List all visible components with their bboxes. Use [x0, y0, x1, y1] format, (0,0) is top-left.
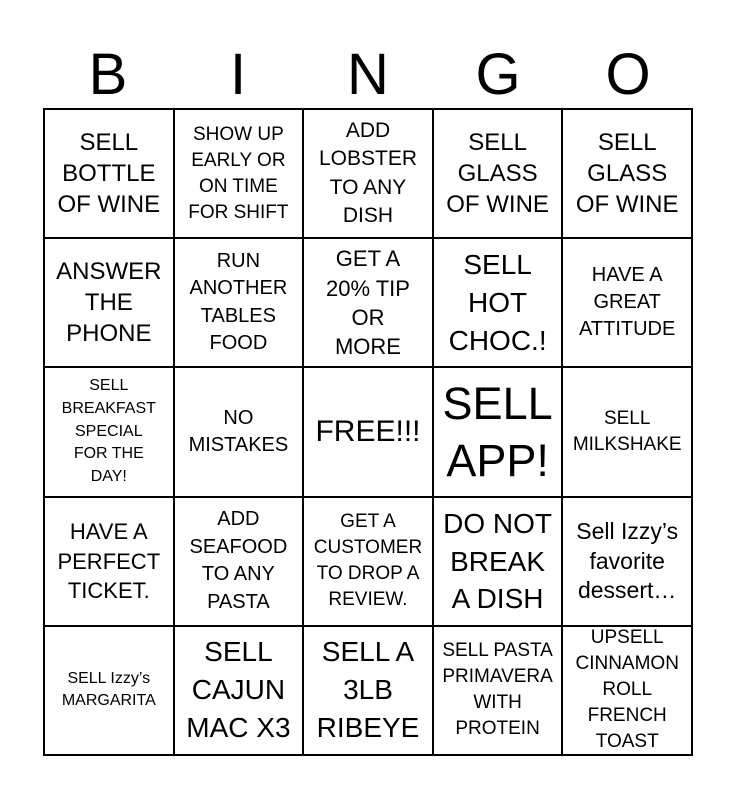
bingo-cell-r3-c2[interactable] [174, 367, 304, 496]
cell-text: Sell Izzy’s favorite dessert… [576, 518, 679, 603]
cell-text: SELL MILKSHAKE [572, 407, 682, 455]
header-letter-o: O [605, 42, 651, 107]
cell-text: SELL BOTTLE OF WINE [57, 128, 161, 219]
cell-text: SELL A 3LB RIBEYE [316, 636, 420, 744]
cell-text: SELL CAJUN MAC X3 [186, 636, 291, 744]
cell-text: RUN ANOTHER TABLES FOOD [189, 250, 288, 355]
bingo-header [43, 40, 693, 110]
bingo-cell-r5-c1[interactable] [44, 626, 174, 755]
header-letter-n: N [347, 42, 389, 107]
cell-text: FREE!!! [315, 415, 421, 449]
cell-text: GET A CUSTOMER TO DROP A REVIEW. [313, 511, 423, 611]
bingo-cell-r3-c4[interactable] [433, 367, 563, 496]
bingo-cell-r2-c5[interactable] [562, 238, 692, 367]
bingo-cell-r3-c5[interactable] [562, 367, 692, 496]
cell-text: ANSWER THE PHONE [56, 258, 162, 348]
bingo-cell-r5-c5[interactable] [562, 626, 692, 755]
cell-text: SELL PASTA PRIMAVERA WITH PROTEIN [442, 640, 553, 740]
header-letter-i: I [229, 42, 247, 107]
bingo-cell-r2-c2[interactable] [174, 238, 304, 367]
header-letter-b: B [88, 42, 128, 107]
bingo-cell-r3-c1[interactable] [44, 367, 174, 496]
bingo-cell-r1-c3[interactable] [303, 109, 433, 238]
cell-text: SELL Izzy’s MARGARITA [61, 669, 156, 710]
bingo-cell-r5-c2[interactable] [174, 626, 304, 755]
bingo-card-grid [43, 108, 693, 756]
bingo-cell-r4-c3[interactable] [303, 497, 433, 626]
cell-text: NO MISTAKES [188, 406, 289, 456]
cell-text: SELL HOT CHOC.! [448, 248, 547, 356]
cell-text: ADD LOBSTER TO ANY DISH [318, 118, 417, 228]
bingo-cell-r1-c4[interactable] [433, 109, 563, 238]
bingo-cell-r5-c4[interactable] [433, 626, 563, 755]
bingo-cell-r1-c5[interactable] [562, 109, 692, 238]
cell-text: UPSELL CINNAMON ROLL FRENCH TOAST [575, 627, 679, 753]
bingo-cell-r4-c1[interactable] [44, 497, 174, 626]
bingo-cell-r1-c1[interactable] [44, 109, 174, 238]
cell-text: SELL GLASS OF WINE [575, 128, 679, 219]
bingo-cell-r4-c4[interactable] [433, 497, 563, 626]
cell-text: HAVE A GREAT ATTITUDE [579, 263, 676, 341]
cell-text: SELL GLASS OF WINE [446, 128, 549, 219]
cell-text: SHOW UP EARLY OR ON TIME FOR SHIFT [188, 123, 289, 223]
bingo-cell-r4-c2[interactable] [174, 497, 304, 626]
cell-text: SELL BREAKFAST SPECIAL FOR THE DAY! [61, 377, 156, 486]
bingo-cell-r2-c3[interactable] [303, 238, 433, 367]
cell-text: DO NOT BREAK A DISH [443, 508, 553, 614]
bingo-cell-r1-c2[interactable] [174, 109, 304, 238]
cell-text: SELL APP! [442, 377, 553, 486]
header-letter-g: G [475, 42, 521, 107]
bingo-cell-r4-c5[interactable] [562, 497, 692, 626]
bingo-cell-r2-c4[interactable] [433, 238, 563, 367]
cell-text: HAVE A PERFECT TICKET. [57, 519, 161, 603]
bingo-cell-r5-c3[interactable] [303, 626, 433, 755]
bingo-cell-r2-c1[interactable] [44, 238, 174, 367]
cell-text: ADD SEAFOOD TO ANY PASTA [189, 508, 288, 613]
cell-text: GET A 20% TIP OR MORE [326, 246, 410, 360]
bingo-cell-r3-c3-free-space[interactable] [303, 367, 433, 496]
